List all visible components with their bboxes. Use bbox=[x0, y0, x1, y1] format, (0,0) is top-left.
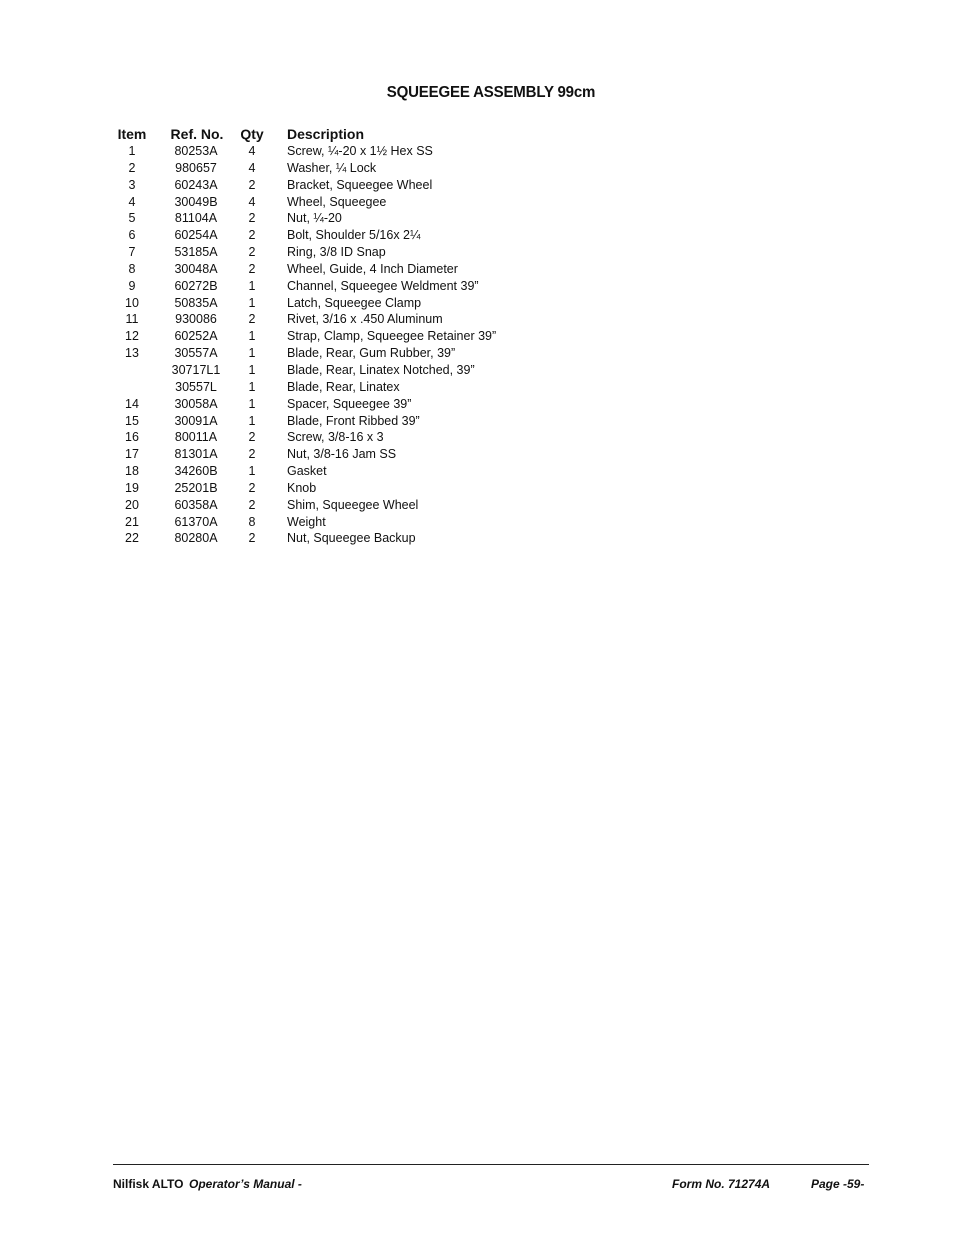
part-description: Strap, Clamp, Squeegee Retainer 39” bbox=[287, 329, 497, 344]
parts-table-body bbox=[110, 143, 570, 547]
part-ref-number: 60358A bbox=[174, 497, 218, 512]
table-row bbox=[110, 227, 570, 244]
table-row bbox=[110, 429, 570, 446]
column-header-qty: Qty bbox=[240, 126, 264, 142]
part-description: Wheel, Squeegee bbox=[287, 194, 387, 209]
part-quantity: 2 bbox=[248, 430, 256, 445]
part-item-number: 2 bbox=[128, 160, 136, 175]
table-row bbox=[110, 497, 570, 514]
table-row bbox=[110, 278, 570, 295]
part-description: Nut, Squeegee Backup bbox=[287, 531, 416, 546]
part-quantity: 4 bbox=[248, 160, 256, 175]
part-ref-number: 30557A bbox=[174, 346, 218, 361]
part-description: Nut, 3/8-16 Jam SS bbox=[287, 447, 397, 462]
part-item-number: 21 bbox=[125, 514, 139, 529]
part-description: Screw, ¼-20 x 1½ Hex SS bbox=[287, 144, 433, 158]
table-row bbox=[110, 345, 570, 362]
part-description: Screw, 3/8-16 x 3 bbox=[287, 430, 384, 445]
part-item-number: 18 bbox=[125, 464, 139, 479]
part-ref-number: 34260B bbox=[174, 464, 218, 479]
part-quantity: 2 bbox=[248, 211, 256, 226]
footer-brand: Nilfisk ALTO bbox=[113, 1177, 184, 1191]
part-quantity: 1 bbox=[248, 346, 256, 361]
part-quantity: 8 bbox=[248, 514, 256, 529]
part-item-number: 1 bbox=[128, 144, 136, 158]
part-item-number: 3 bbox=[128, 177, 136, 192]
column-header-item: Item bbox=[117, 126, 147, 142]
footer-page-number: Page -59- bbox=[811, 1177, 865, 1191]
part-description: Spacer, Squeegee 39” bbox=[287, 396, 412, 411]
part-quantity: 1 bbox=[248, 396, 256, 411]
part-ref-number: 30557L bbox=[175, 379, 217, 394]
table-row bbox=[110, 362, 570, 379]
table-row bbox=[110, 514, 570, 531]
part-ref-number: 81301A bbox=[174, 447, 218, 462]
part-description: Wheel, Guide, 4 Inch Diameter bbox=[287, 261, 458, 276]
table-row bbox=[110, 480, 570, 497]
part-quantity: 2 bbox=[248, 261, 256, 276]
table-row bbox=[110, 446, 570, 463]
table-row bbox=[110, 160, 570, 177]
table-row bbox=[110, 379, 570, 396]
part-quantity: 4 bbox=[248, 144, 256, 158]
table-header-row bbox=[110, 125, 570, 143]
part-description: Knob bbox=[287, 480, 317, 495]
part-description: Ring, 3/8 ID Snap bbox=[287, 245, 386, 260]
footer-form-number: Form No. 71274A bbox=[672, 1177, 771, 1191]
part-item-number: 4 bbox=[128, 194, 136, 209]
part-item-number: 13 bbox=[125, 346, 139, 361]
part-ref-number: 60254A bbox=[174, 228, 218, 243]
part-ref-number: 30058A bbox=[174, 396, 218, 411]
part-ref-number: 25201B bbox=[174, 480, 218, 495]
part-description: Weight bbox=[287, 514, 326, 529]
table-row bbox=[110, 396, 570, 413]
part-description: Shim, Squeegee Wheel bbox=[287, 497, 419, 512]
table-row bbox=[110, 311, 570, 328]
part-quantity: 2 bbox=[248, 177, 256, 192]
part-description: Blade, Rear, Linatex Notched, 39” bbox=[287, 362, 475, 377]
part-quantity: 2 bbox=[248, 312, 256, 327]
part-ref-number: 30049B bbox=[174, 194, 218, 209]
table-row bbox=[110, 530, 570, 547]
part-ref-number: 30091A bbox=[174, 413, 218, 428]
part-item-number: 9 bbox=[128, 278, 136, 293]
part-item-number: 11 bbox=[125, 312, 139, 327]
part-item-number: 7 bbox=[128, 245, 136, 260]
part-item-number: 17 bbox=[125, 447, 139, 462]
part-description: Blade, Rear, Gum Rubber, 39” bbox=[287, 346, 456, 361]
part-item-number: 15 bbox=[125, 413, 139, 428]
part-item-number: 6 bbox=[128, 228, 136, 243]
part-ref-number: 60243A bbox=[174, 177, 218, 192]
part-description: Gasket bbox=[287, 464, 327, 479]
part-quantity: 1 bbox=[248, 278, 256, 293]
part-item-number: 20 bbox=[125, 497, 139, 512]
part-description: Washer, ¼ Lock bbox=[287, 160, 377, 175]
table-row bbox=[110, 177, 570, 194]
part-description: Bolt, Shoulder 5/16x 2¼ bbox=[287, 228, 421, 243]
column-header-ref-no: Ref. No. bbox=[170, 126, 224, 142]
footer-divider bbox=[113, 1164, 869, 1165]
table-row bbox=[110, 328, 570, 345]
part-quantity: 1 bbox=[248, 362, 256, 377]
part-quantity: 1 bbox=[248, 413, 256, 428]
table-row bbox=[110, 413, 570, 430]
part-description: Blade, Front Ribbed 39” bbox=[287, 413, 420, 428]
part-ref-number: 81104A bbox=[174, 211, 218, 226]
part-ref-number: 930086 bbox=[175, 312, 217, 327]
part-quantity: 4 bbox=[248, 194, 256, 209]
part-ref-number: 80280A bbox=[174, 531, 218, 546]
part-quantity: 1 bbox=[248, 329, 256, 344]
page-title: SQUEEGEE ASSEMBLY 99cm bbox=[386, 84, 596, 101]
parts-table bbox=[110, 125, 570, 547]
part-quantity: 2 bbox=[248, 228, 256, 243]
table-row bbox=[110, 210, 570, 227]
part-ref-number: 30048A bbox=[174, 261, 218, 276]
part-quantity: 2 bbox=[248, 480, 256, 495]
table-row bbox=[110, 244, 570, 261]
part-quantity: 1 bbox=[248, 379, 256, 394]
part-ref-number: 53185A bbox=[174, 245, 218, 260]
part-description: Latch, Squeegee Clamp bbox=[287, 295, 422, 310]
part-ref-number: 61370A bbox=[174, 514, 218, 529]
part-ref-number: 60252A bbox=[174, 329, 218, 344]
part-item-number: 10 bbox=[125, 295, 139, 310]
part-description: Bracket, Squeegee Wheel bbox=[287, 177, 433, 192]
part-quantity: 2 bbox=[248, 497, 256, 512]
part-description: Channel, Squeegee Weldment 39” bbox=[287, 278, 479, 293]
part-ref-number: 60272B bbox=[174, 278, 218, 293]
part-item-number: 22 bbox=[125, 531, 139, 546]
part-description: Nut, ¼-20 bbox=[287, 211, 342, 226]
footer-manual-title: Operator’s Manual - bbox=[189, 1177, 302, 1191]
part-item-number: 12 bbox=[125, 329, 139, 344]
table-row bbox=[110, 463, 570, 480]
part-item-number: 5 bbox=[128, 211, 136, 226]
part-quantity: 1 bbox=[248, 295, 256, 310]
part-ref-number: 50835A bbox=[174, 295, 218, 310]
part-item-number: 8 bbox=[128, 261, 136, 276]
part-item-number: 19 bbox=[125, 480, 139, 495]
part-item-number: 16 bbox=[125, 430, 139, 445]
part-quantity: 2 bbox=[248, 447, 256, 462]
table-row bbox=[110, 194, 570, 211]
part-quantity: 2 bbox=[248, 245, 256, 260]
table-row bbox=[110, 295, 570, 312]
table-row bbox=[110, 143, 570, 160]
part-description: Rivet, 3/16 x .450 Aluminum bbox=[287, 312, 443, 327]
part-quantity: 2 bbox=[248, 531, 256, 546]
part-description: Blade, Rear, Linatex bbox=[287, 379, 400, 394]
part-ref-number: 30717L1 bbox=[171, 362, 221, 377]
table-row bbox=[110, 261, 570, 278]
part-item-number: 14 bbox=[125, 396, 139, 411]
part-ref-number: 80011A bbox=[174, 430, 218, 445]
part-ref-number: 80253A bbox=[174, 144, 218, 158]
column-header-description: Description bbox=[287, 126, 365, 142]
part-ref-number: 980657 bbox=[175, 160, 217, 175]
part-quantity: 1 bbox=[248, 464, 256, 479]
